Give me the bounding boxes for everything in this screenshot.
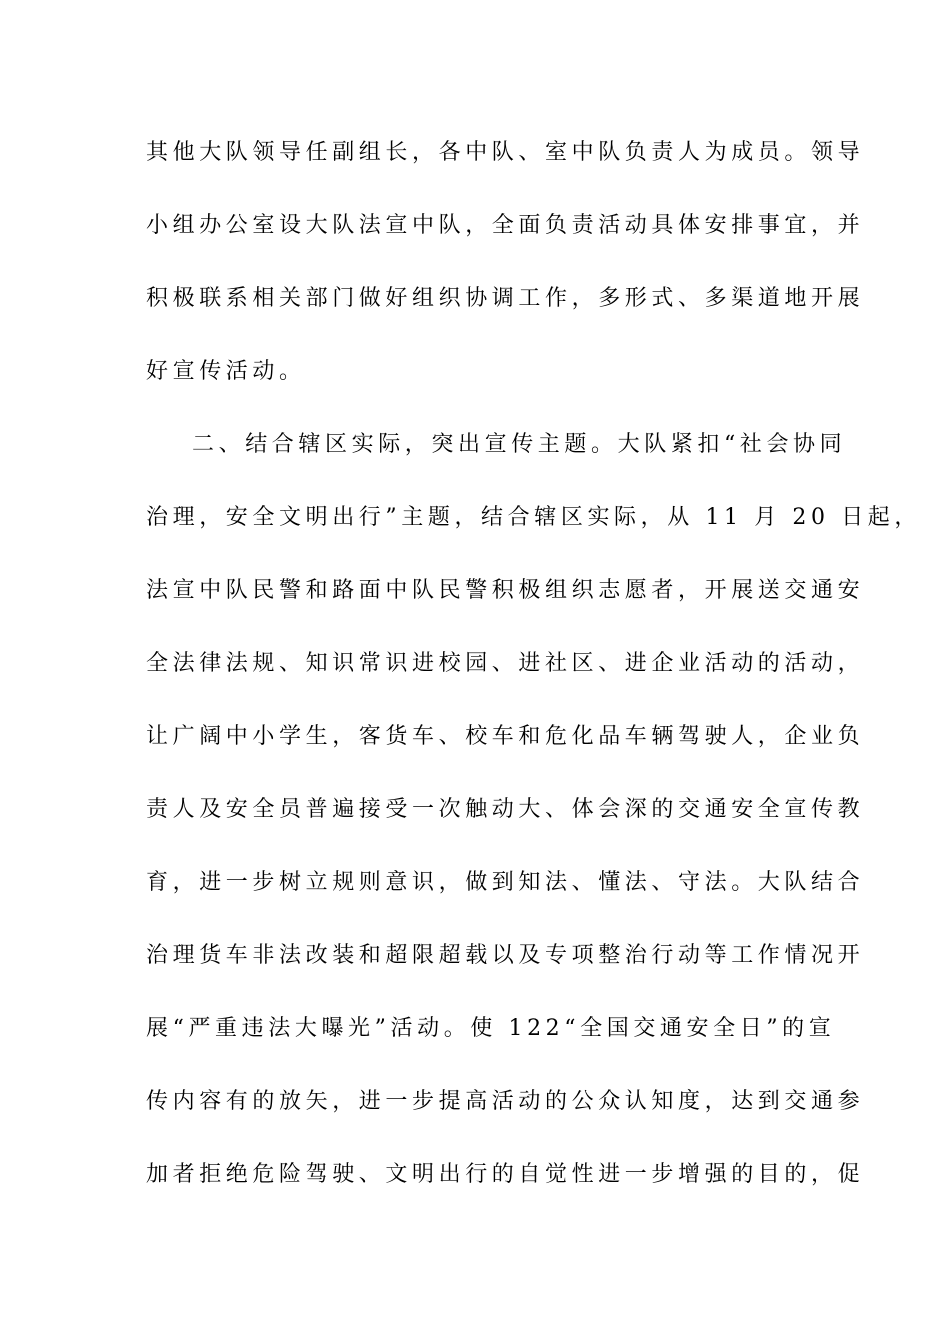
text-line-12: 治理货车非法改装和超限超载以及专项整治行动等工作情况开 [146,943,865,968]
text-line-8: 全法律法规、知识常识进校园、进社区、进企业活动的活动， [146,651,865,676]
text-line-7: 法宣中队民警和路面中队民警积极组织志愿者，开展送交通安 [146,578,865,603]
text-line-13: 展“严重违法大曝光”活动。使 122“全国交通安全日”的宣 [146,1016,836,1041]
text-line-2: 小组办公室设大队法宣中队，全面负责活动具体安排事宜，并 [146,213,865,238]
text-line-14: 传内容有的放矢，进一步提高活动的公众认知度，达到交通参 [146,1089,865,1114]
text-line-11: 育，进一步树立规则意识，做到知法、懂法、守法。大队结合 [146,870,865,895]
text-line-6: 治理，安全文明出行”主题，结合辖区实际，从 11 月 20 日起， [146,505,922,530]
text-line-10: 责人及安全员普遍接受一次触动大、体会深的交通安全宣传教 [146,797,865,822]
text-line-3: 积极联系相关部门做好组织协调工作，多形式、多渠道地开展 [146,286,865,311]
text-line-1: 其他大队领导任副组长，各中队、室中队负责人为成员。领导 [146,140,865,165]
text-line-9: 让广阔中小学生，客货车、校车和危化品车辆驾驶人，企业负 [146,724,865,749]
text-line-4: 好宣传活动。 [146,359,306,384]
text-line-15: 加者拒绝危险驾驶、文明出行的自觉性进一步增强的目的，促 [146,1162,865,1187]
text-line-5-paragraph-start: 二、结合辖区实际，突出宣传主题。大队紧扣“社会协同 [192,432,847,457]
